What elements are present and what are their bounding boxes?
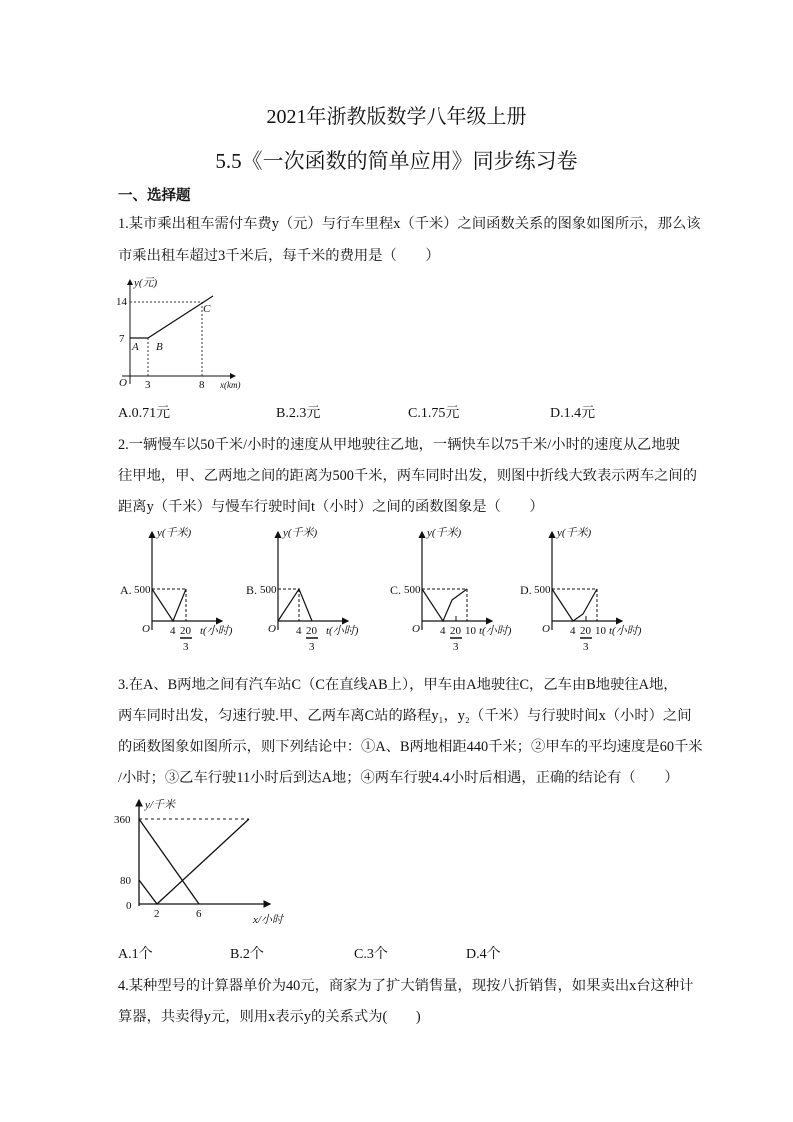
- question-1-graph: [110, 272, 260, 397]
- x-tick: 6: [196, 908, 202, 920]
- question-3-text: 的函数图象如图所示，则下列结论中：①A、B两地相距440千米；②甲车的平均速度是60千米: [118, 739, 703, 755]
- option-d[interactable]: D.1.4元: [550, 406, 596, 421]
- x-axis-label: x(km): [220, 380, 241, 390]
- y-axis-label: y(千米): [157, 527, 192, 539]
- option-label: D.: [520, 583, 532, 597]
- y-axis-label: y/千米: [145, 799, 175, 811]
- x-tick-fraction-denominator: 3: [183, 641, 189, 653]
- option-b[interactable]: B.2个: [230, 947, 264, 962]
- question-4-text: 算器，共卖得y元，则用x表示y的关系式为( ): [118, 1009, 421, 1025]
- distance-line: [278, 589, 312, 621]
- page-title: 2021年浙教版数学八年级上册: [266, 106, 527, 128]
- option-label: B.: [246, 583, 258, 597]
- x-tick: 2: [154, 908, 160, 920]
- question-3-text: 3.在A、B两地之间有汽车站C（C在直线AB上），甲车由A地驶往C，乙车由B地驶往A地，: [118, 677, 678, 693]
- x-axis-label: t(小时): [609, 625, 642, 637]
- distance-line: [422, 589, 467, 621]
- y-tick: 0: [126, 900, 132, 912]
- question-1-text: 1.某市乘出租车需付车费y（元）与行车里程x（千米）之间函数关系的图象如图所示，那么该: [118, 216, 701, 232]
- section-heading: 一、选择题: [118, 188, 191, 204]
- option-label: A.: [120, 583, 132, 597]
- question-2-graph-a[interactable]: [112, 522, 252, 657]
- y-axis-label: y(千米): [283, 527, 318, 539]
- x-tick: 8: [199, 379, 205, 391]
- option-b[interactable]: B.2.3元: [276, 406, 321, 421]
- y-axis-label: y(元): [134, 277, 158, 289]
- x-tick: 4: [570, 625, 576, 637]
- y-tick: 500: [534, 584, 551, 596]
- origin-label: O: [268, 623, 276, 635]
- x-tick: 10: [465, 625, 476, 637]
- x-axis-label: x/小时: [253, 914, 283, 926]
- y-tick: 14: [116, 296, 127, 308]
- question-2-graph-b[interactable]: [238, 522, 378, 657]
- x-tick-fraction-denominator: 3: [453, 641, 459, 653]
- y-tick: 500: [134, 584, 151, 596]
- x-tick-fraction-denominator: 3: [583, 641, 589, 653]
- page-subtitle: 5.5《一次函数的简单应用》同步练习卷: [215, 149, 578, 173]
- x-tick: 10: [595, 625, 606, 637]
- option-d[interactable]: D.4个: [466, 947, 501, 962]
- question-2-text: 距离y（千米）与慢车行驶时间t（小时）之间的函数图象是（ ）: [118, 499, 544, 515]
- question-2-graph-d[interactable]: [512, 522, 652, 657]
- x-tick-fraction-numerator: 20: [306, 625, 317, 637]
- origin-label: O: [142, 623, 150, 635]
- question-3-text: 两车同时出发，匀速行驶.甲、乙两车离C站的路程y₁，y₂（千米）与行驶时间x（小时）之间: [118, 708, 692, 724]
- option-a[interactable]: A.1个: [118, 947, 153, 962]
- line-y2: [139, 819, 249, 904]
- distance-line: [152, 589, 186, 621]
- question-4-text: 4.某种型号的计算器单价为40元，商家为了扩大销售量，现按八折销售，如果卖出x台这种计: [118, 978, 694, 994]
- point-label: C: [203, 303, 211, 315]
- origin-label: O: [119, 377, 127, 389]
- option-label: C.: [390, 583, 402, 597]
- y-tick: 500: [404, 584, 421, 596]
- x-tick-fraction-denominator: 3: [309, 641, 315, 653]
- y-tick: 80: [120, 875, 131, 887]
- x-tick: 4: [440, 625, 446, 637]
- distance-line: [552, 589, 597, 621]
- option-c[interactable]: C.1.75元: [408, 406, 460, 421]
- question-1-text: 市乘出租车超过3千米后，每千米的费用是（ ）: [118, 248, 440, 264]
- point-label: B: [156, 341, 163, 353]
- x-axis-label: t(小时): [326, 625, 359, 637]
- option-a[interactable]: A.0.71元: [118, 406, 171, 421]
- y-axis-label: y(千米): [427, 527, 462, 539]
- y-tick: 500: [260, 584, 277, 596]
- x-tick-fraction-numerator: 20: [580, 625, 591, 637]
- option-c[interactable]: C.3个: [354, 947, 388, 962]
- question-2-graph-c[interactable]: [382, 522, 522, 657]
- x-tick: 4: [170, 625, 176, 637]
- question-2-text: 2.一辆慢车以50千米/小时的速度从甲地驶往乙地，一辆快车以75千米/小时的速度从乙地驶: [118, 437, 680, 453]
- x-axis-label: t(小时): [200, 625, 233, 637]
- x-tick: 4: [296, 625, 302, 637]
- point-label: A: [132, 341, 139, 353]
- y-tick: 360: [114, 814, 131, 826]
- origin-label: O: [412, 623, 420, 635]
- question-3-graph: [112, 796, 292, 926]
- question-2-text: 往甲地，甲、乙两地之间的距离为500千米，两车同时出发，则图中折线大致表示两车之间的: [118, 468, 698, 484]
- y-axis-label: y(千米): [557, 527, 592, 539]
- x-tick: 3: [145, 379, 151, 391]
- x-axis-label: t(小时): [479, 625, 512, 637]
- y-tick: 7: [119, 333, 125, 345]
- x-tick-fraction-numerator: 20: [180, 625, 191, 637]
- x-tick-fraction-numerator: 20: [450, 625, 461, 637]
- question-3-text: /小时；③乙车行驶11小时后到达A地；④两车行驶4.4小时后相遇，正确的结论有（ ）: [118, 770, 679, 786]
- origin-label: O: [542, 623, 550, 635]
